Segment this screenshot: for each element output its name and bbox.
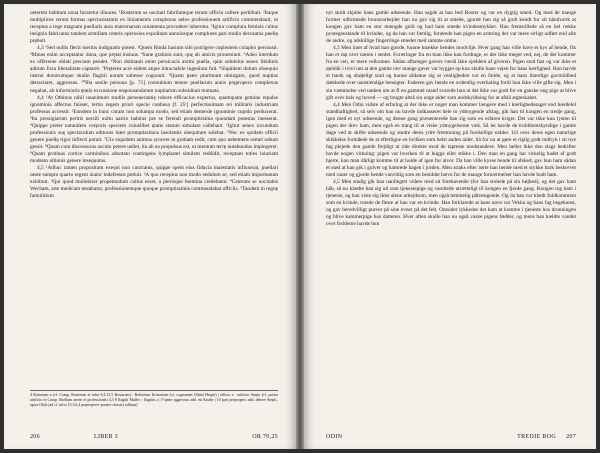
page-number: 207 (566, 434, 576, 440)
folio-reference: OR 70,25 (252, 434, 278, 440)
paragraph: 4,5 Men stadig gik han uanfægtet videre med sit forehavende (for han stolede på sin højhed), og det gav ham håb, så nu klædte han sig ud som tjenestepige og vandrede utrætteligt til kongen en fjerde gang. Kongen tog ham i tjeneste, og han viste sig ikke alene arbejdsom, men også temmelig påtrængende. Og da han var klædt fuldkomment som en kvinde, troede de fleste at han var en kvinde. Han forklarede at hans navn var Vekka og hans fag lægekunst, og gav beredvilligt prøver på sine evner på det felt. Omsider lykkedes det ham at komme i tjeneste hos dronningen og blive kammerpige hos datteren. Hver aften skulle han nu også vaske pigens fødder, og mens han hældte vandet over fodderne havde hun (326, 179, 576, 228)
section-title: ODIN (326, 434, 343, 440)
paragraph: 4,3 ¹Sed nullis flecti meritis indignatio potest. ²Quem Rinda basium sibi porrigere cupientem colapho percussit. ³Minus enim acceptantur dona, que prętat insiuus. ⁴Sane gratiora sunt, quę ab amicis proueniunt. ⁵Adeo interdum ex offerente oblati precium pendet. ⁶Non dubitauit enim peruicacis animi puella, quin subdolus senex libidinis aditum ficta liberalitate captaret. ⁷Prętereа acre eidem atque intractabile ingenium fuit. ⁸Siquidem dolum obsequio instrui donorumque studio flagitii uotum subesse cognouit. ⁹Quam pater plurimum obiurgare, quod nuptias detractaret, aggressus. ¹⁰Illa senile persona [p. 71] connubium tenere puellarum annis prępropero complexus negabat, ab informioris ętatis excussione responsandarum nuptiarum subsidium mutuata. (30, 45, 278, 94)
book-gutter (296, 4, 304, 449)
left-page (4, 4, 296, 449)
paragraph: 4,3 Men intet af hvad han gjorde, kunne knække hendes modvilje. Hver gang han ville have et kys af hende, fik han et rap over næsen i stedet. Foræringer fra en man ikke kan fordrage, er der ikke meget ved, nej, de der kommer fra en ven, er mere velkomne. Sådan afhænger gavers værdi ikke sjældent af giveren. Pigen stod fast og var ikke et øjeblik i tvivl om at den gamle ræv mange gaver var bygget op kun skulle bane vejen for hans kærlighed. Hun havde et barsk og ubøjeligt sind og kunne sådanne sig at venligheden var en fælde, og at hans iltærdige gavmildhed dækkede over uanstændige hensigter. Faderen gav hende en ordentlig overhaling fordi hun ikke ville gifte sig. Men i sin væmmelse ved tanken om at fl en gammel mand svarede hun at det ikke var godt for en ganske ung pige at blive gift over hals og hoved — og brugte altså sin unge alder som undskyldning for at afslå ægteskabet. (326, 45, 576, 101)
critical-apparatus (30, 390, 278, 408)
paragraph: nyt skidt skjulte hans gamle udseende. Han sagde at han hed Roster og var en dygtig smed. Og med de mange former udformede bronzearbejder han nu gav sig til at smede, gjorde han sig så godt kendt for sit håndværk at kongen gav ham en stor mængde guld og bad ham smede kvindesmykker. Han fremstillede så en hel række pyntegenstande til kvinder, og da han var færdig, forærede han pigen en armring der var mere sirligt udført end alle de andre, og adskillige fingerringe smedet med samme omhu. (326, 10, 576, 45)
running-title: LIBER 3 (94, 434, 118, 440)
latin-text (30, 10, 278, 200)
danish-text (326, 10, 576, 228)
footnote-text: 4 Rosterum a (cf. Comp. Rosterum et infra 9,4,12,5 Rostarum) : Roltertum Kristensen (cf. cognomen Othini Hropti) | officio a : artificio Steph. (cf. potius artificio et Comp. libellum artem et professionis) 4,3 8 flagitii Muller : flagitiis a | 9 pater aggressus add. est Knabe | 10 post prepropero add. debere Steph., aptos Olrik (ad cf. infra 13,3,6,4 prepropereт ponere classis) rolltum) (30, 393, 278, 408)
running-title: TREDJE BOG (517, 434, 556, 440)
right-page (304, 4, 596, 449)
paragraph: 4,4 Men Odin vidste af erfaring at der ikke er noget man kommer længere med i kærlighedssager end hærdelel standhaftighed, så selv om han nu havde indkasseret hele to ydmygende afslag, gik han til kongen en tredje gang, igen med et nyt udseende, og denne gang præsenterede han sig som en erfaren kriger. Det var ikke kun lysten til pigen der drev ham, men også en trang til at viske ydmygelserne væk. Så let havde de trolddomskyndige i gamle dage ved at skifte udseende og ændre deres ydre fremtoning på forskellige måder. Ud over deres egen naturlige skikkelse formåede de at efterligne en hvilken som helst anden alder. Så for nu at gøre et rigtig godt indtryk i sit nye fag plejede den gamle frejdigt at ride direkte mod de tapreste modstandere. Men heller ikke den slags bedrifter havde nogen virkning: pigen var hverken til at hugge eller stikke i. Den man en gang har virkelig hadet af godt hjerte, kan man dårligt komme til at holde af igen for alvor. Da han ville kysse hende til afsked, gav hun ham sådan et stød at han gik i gulvet og hamrede hagen i jorden. Men straks efter rørte han hende med et stykke bark beskrevet med runer og gjorde hende vanvittig som en besiddet hævn for de mange fornærmelser han havde budt ham. (326, 101, 576, 179)
paragraph: ueterem habitum noua furaretur illuuies. ¹Rosterum se uocitari fabrilumque rerum officio callere perhibuit. ²Itaque multiplices rerum formas speciosissimis ex liniamentis complexus aeleo professionem artificio commendauit, ut receptus a rege magnam puellaris auro matronarum ornamenta procudere iuberetur. ³Igitur complura feminis cultus insignia fabricatus tandem armillam ceteris operosius expolitam annulosque complures pari studio decusatos puellę prębuit. (30, 10, 278, 45)
page-number: 206 (30, 434, 40, 440)
paragraph: 4,4 ¹At Othinus nihil unanimum studiis perseuerantię robore efficacius expertus, quamquam gemine repulse ignominia affectus fuisset, tertio regem priori specie conhusa [f. 25ʳ] perfectissimam rei militaris industriam professus accessit. ²Eundem in hunc curam non solumpa modo, sed etiam demerde ignominie cupido perduxerat. ³Ita prestigiarum peritis uersili uultu uariro habitus pre se ferendi promptissima quondam potestas inesserat. ⁴Quippe preter naturalem corporis speciem cuiuslibet ętatis statum simulare callebant. ¹Igitur senex iocundum professionis suę spectaculum editurus inter promptissimos insolentis obequitare solebat. ⁶Nec eo quidem officii genere puellę rigor inflecti potuit. ⁷Uix siquidem animus syncere in gratiam redit, cum quo uehemens semel odium gessit. ⁸Quam cum discessurus osculo petere uellet, ita ab ea propulsus est, ut mentum terrę nutabundus impingeret. ⁹Quam protinus cortice carminibus adnotato contingens lymphanti similem reddidit, receptam toties iniuriam modesto ultionis genere insequutus. (30, 94, 278, 164)
paragraph: 4,5 ¹Adhuc tamen propositum exequi non cunctatus, quippe spem eius fiducia maiestatis influxerat, puellari ueste sumpta quarto regem uiator indefessus petiuit. ²A quo receptus non modo sedulum se, sed etiam importunum exhibuit. ³Qui quod muliebrier propemodum cultus esset, a plerisque foemina credebatur. ⁴Ceterum se uocitabis Wecham, arte medicam testabatur, professionemque quoque promptissimis commendabat officiis. ⁵Tandem in regnę famulitium (30, 165, 278, 200)
